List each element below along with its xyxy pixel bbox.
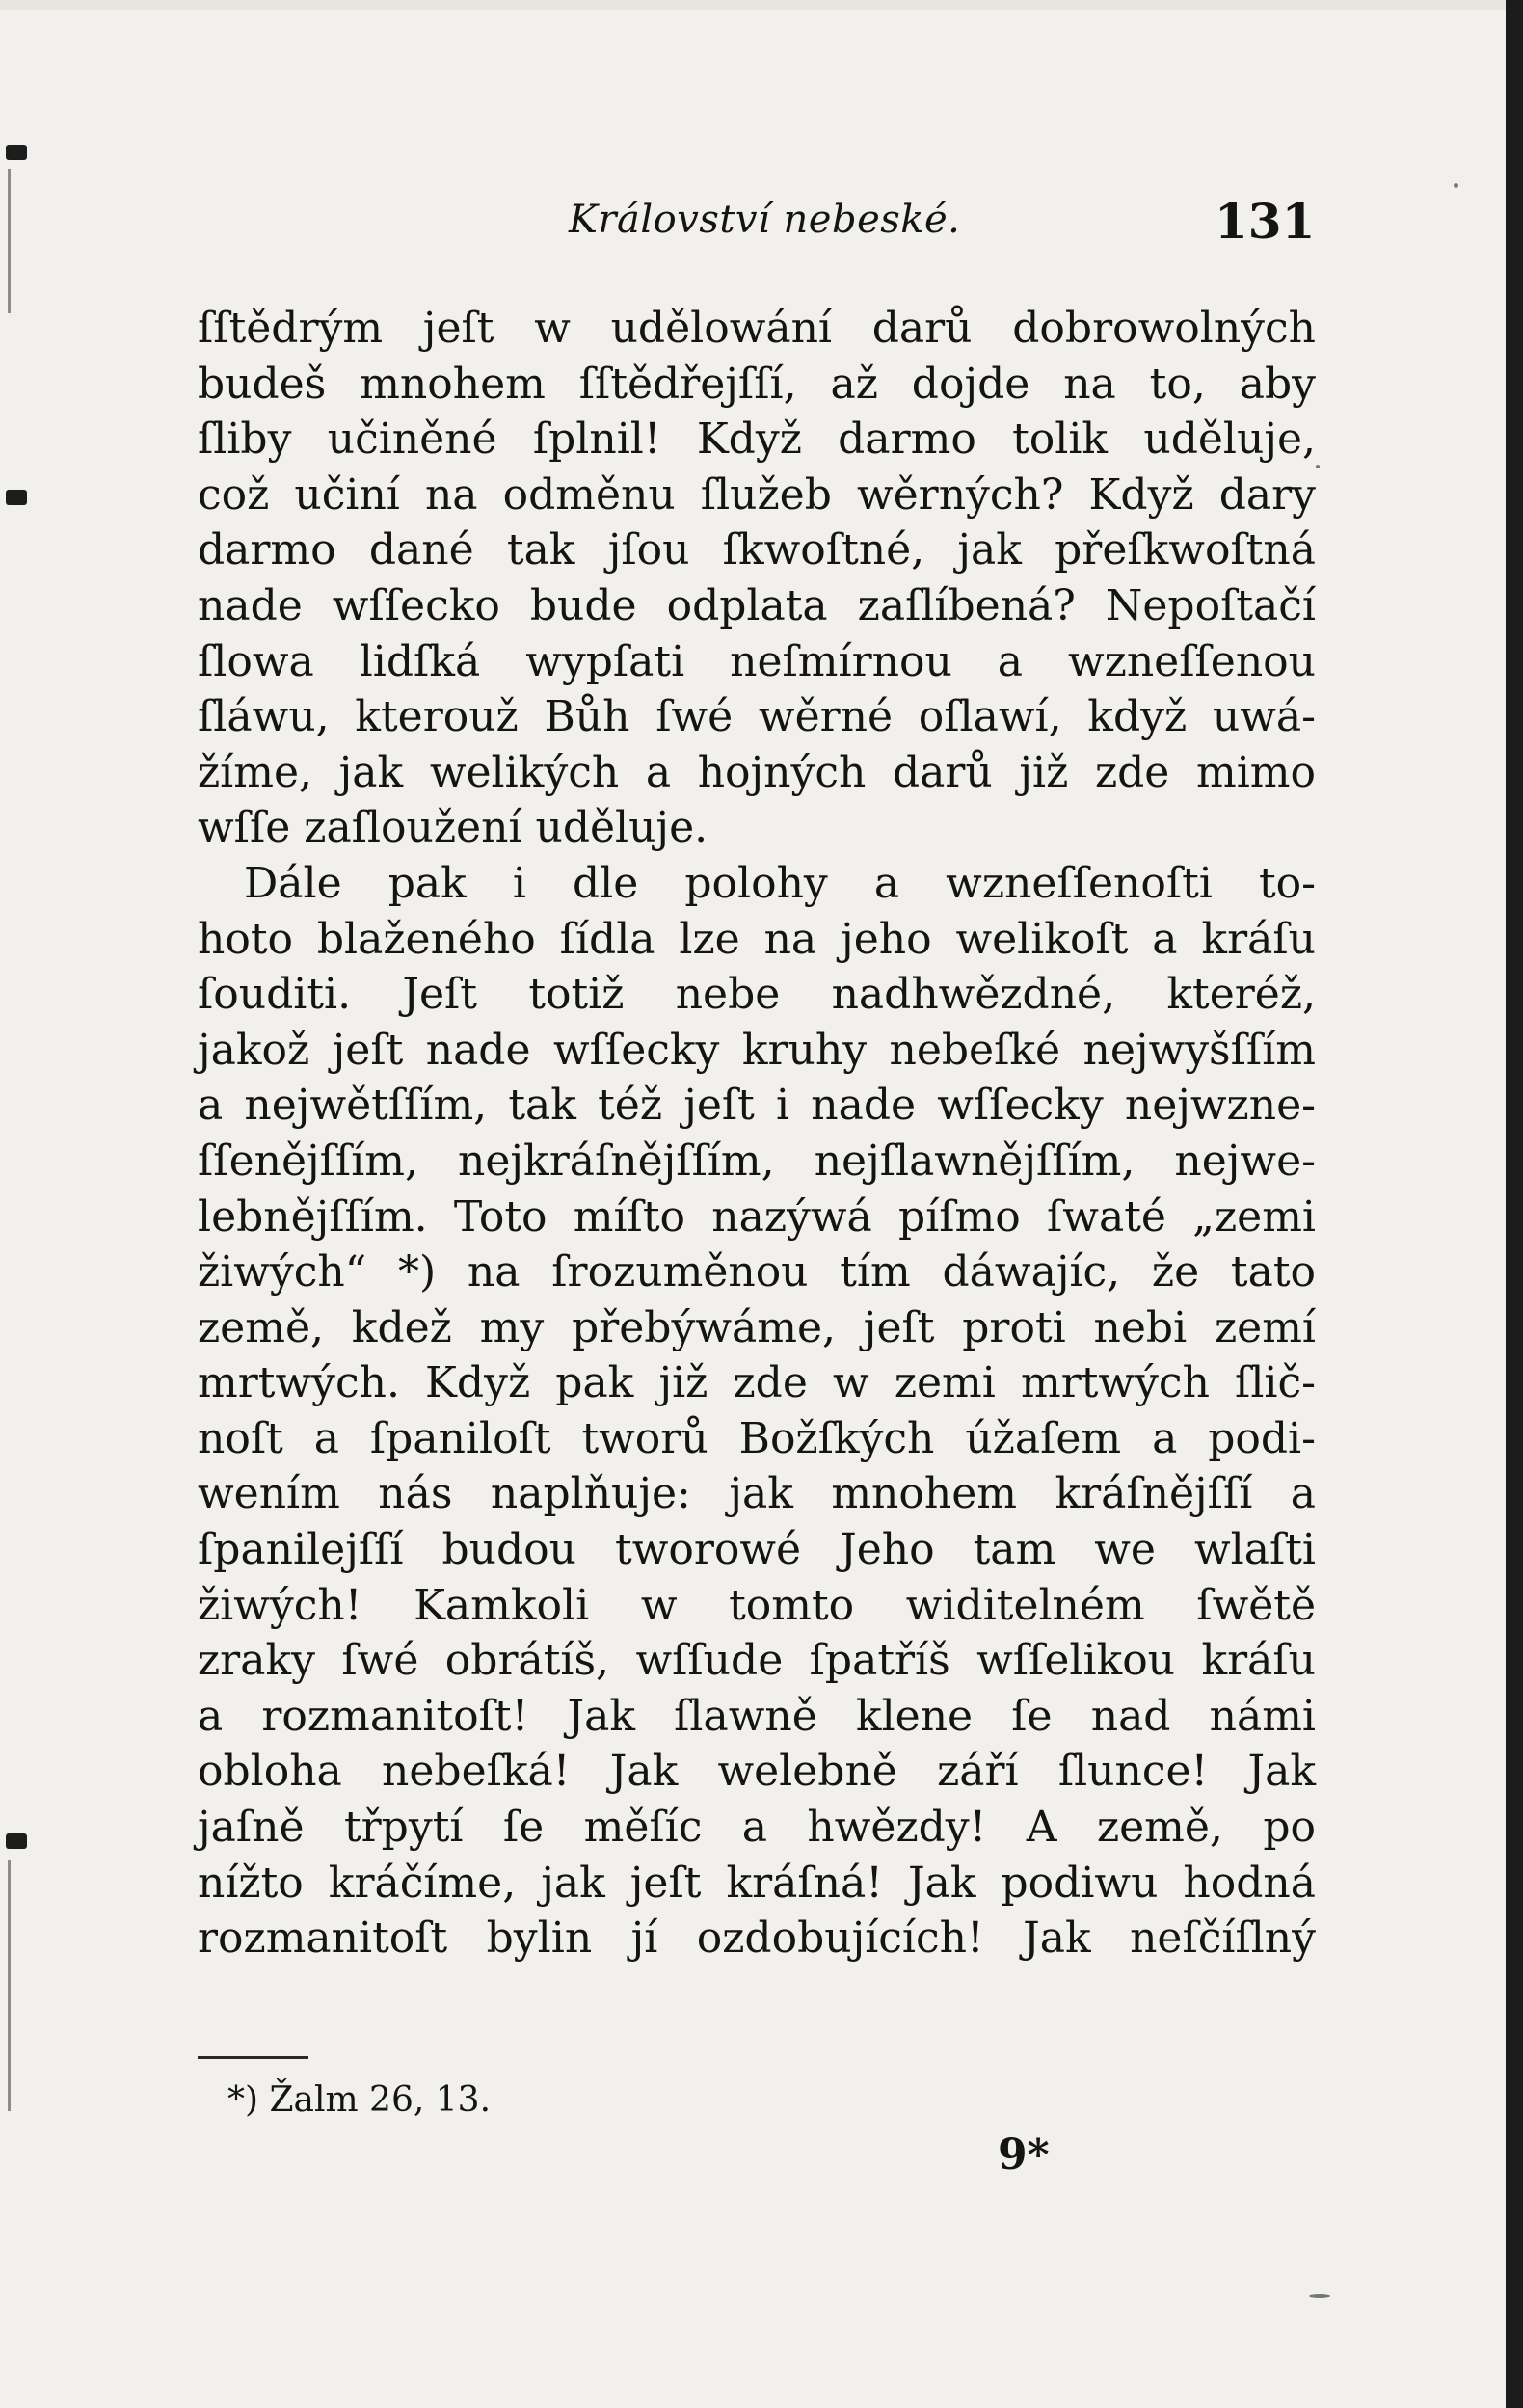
paper-speck — [1309, 2294, 1330, 2298]
text-line: ſſtědrým jeſt w udělowání darů dobrowolných — [198, 304, 1316, 353]
footnote: *) Žalm 26, 13. — [227, 2080, 492, 2120]
text-line: což učiní na odměnu ſlužeb wěrných? Když dary — [198, 469, 1316, 520]
text-line: Dále pak i dle polohy a wzneſſenoſti to- — [244, 858, 1316, 908]
text-line: rozmanitoſt bylin jí ozdobujících! Jak neſčíſlný — [198, 1913, 1316, 1964]
paper-speck — [1316, 465, 1320, 468]
margin-mark — [6, 1833, 27, 1849]
text-line: budeš mnohem ſſtědřejſſí, až dojde na to, aby — [198, 359, 1316, 409]
text-line: nade wſſecko bude odplata zaſlíbená? Nepoſtačí — [198, 580, 1316, 630]
margin-mark — [6, 145, 27, 160]
text-line: ſpanilejſſí budou tworowé Jeho tam we wlaſti — [198, 1525, 1316, 1575]
running-head: Království nebeské. — [569, 198, 961, 242]
text-line: lebněјſſím. Toto míſto nazýwá píſmo ſwaté „zemi — [198, 1191, 1316, 1242]
text-line: wením nás naplňuje: jak mnohem kráſněјſſí a — [198, 1469, 1316, 1519]
signature-mark: 9* — [998, 2130, 1050, 2180]
page-top-edge — [0, 0, 1523, 10]
text-line: ſlowa lidſká wypſati neſmírnou a wzneſſenou — [198, 636, 1316, 686]
text-line: hoto blaženého ſídla lze na jeho welikoſt a kráſu — [198, 914, 1316, 964]
text-line: darmo dané tak jſou ſkwoſtné, jak přeſkwoſtná — [198, 525, 1316, 575]
text-line: nížto kráčíme, jak jeſt kráſná! Jak podiwu hodná — [198, 1858, 1316, 1908]
text-line: jaſně třpytí ſe měſíc a hwězdy! A země, po — [198, 1803, 1316, 1853]
paper-speck — [1454, 183, 1458, 188]
text-line: wſſe zaſloužení uděluje. — [198, 803, 708, 853]
body-text — [198, 301, 1316, 1967]
text-line: žiwých“ *) na ſrozuměnou tím dáwajíc, že tato — [198, 1247, 1316, 1298]
text-line: mrtwých. Když pak již zde w zemi mrtwých ſlič- — [198, 1358, 1316, 1408]
margin-mark — [6, 490, 27, 505]
margin-rule — [8, 1860, 11, 2111]
text-line: obloha nebeſká! Jak welebně září ſlunce! Jak — [198, 1747, 1316, 1797]
text-line: ſláwu, kterouž Bůh ſwé wěrné oſlawí, když uwá- — [198, 692, 1316, 742]
text-line: žíme, jak welikých a hojných darů již zde mimo — [198, 747, 1316, 797]
text-line: země, kdež my přebýwáme, jeſt proti nebi zemí — [198, 1302, 1316, 1352]
footnote-rule — [198, 2056, 308, 2059]
text-line: ſouditi. Jeſt totiž nebe nadhwězdné, kteréž, — [198, 970, 1316, 1020]
text-line: ſliby učiněné ſplnil! Když darmo tolik uděluje, — [198, 415, 1316, 465]
text-line: a nejwětſſím, tak též jeſt i nade wſſecky nejwzne- — [198, 1081, 1316, 1131]
text-line: a rozmanitoſt! Jak ſlawně klene ſe nad námi — [198, 1691, 1316, 1741]
text-line: jakož jeſt nade wſſecky kruhy nebeſké nejwyšſſím — [198, 1025, 1316, 1075]
text-line: noſt a ſpaniloſt tworů Božſkých úžaſem a podi- — [198, 1413, 1316, 1463]
text-line: ſſeněјſſím, nejkráſněјſſím, nejſlawněјſſím, nejwe- — [198, 1136, 1316, 1186]
left-margin-marks — [0, 0, 39, 2408]
page-number: 131 — [1215, 193, 1316, 250]
text-line: žiwých! Kamkoli w tomto widitelném ſwětě — [198, 1580, 1316, 1630]
page-binding-edge — [1506, 0, 1523, 2408]
text-line: zraky ſwé obrátíš, wſſude ſpatříš wſſelikou kráſu — [198, 1636, 1316, 1686]
margin-rule — [8, 169, 11, 313]
